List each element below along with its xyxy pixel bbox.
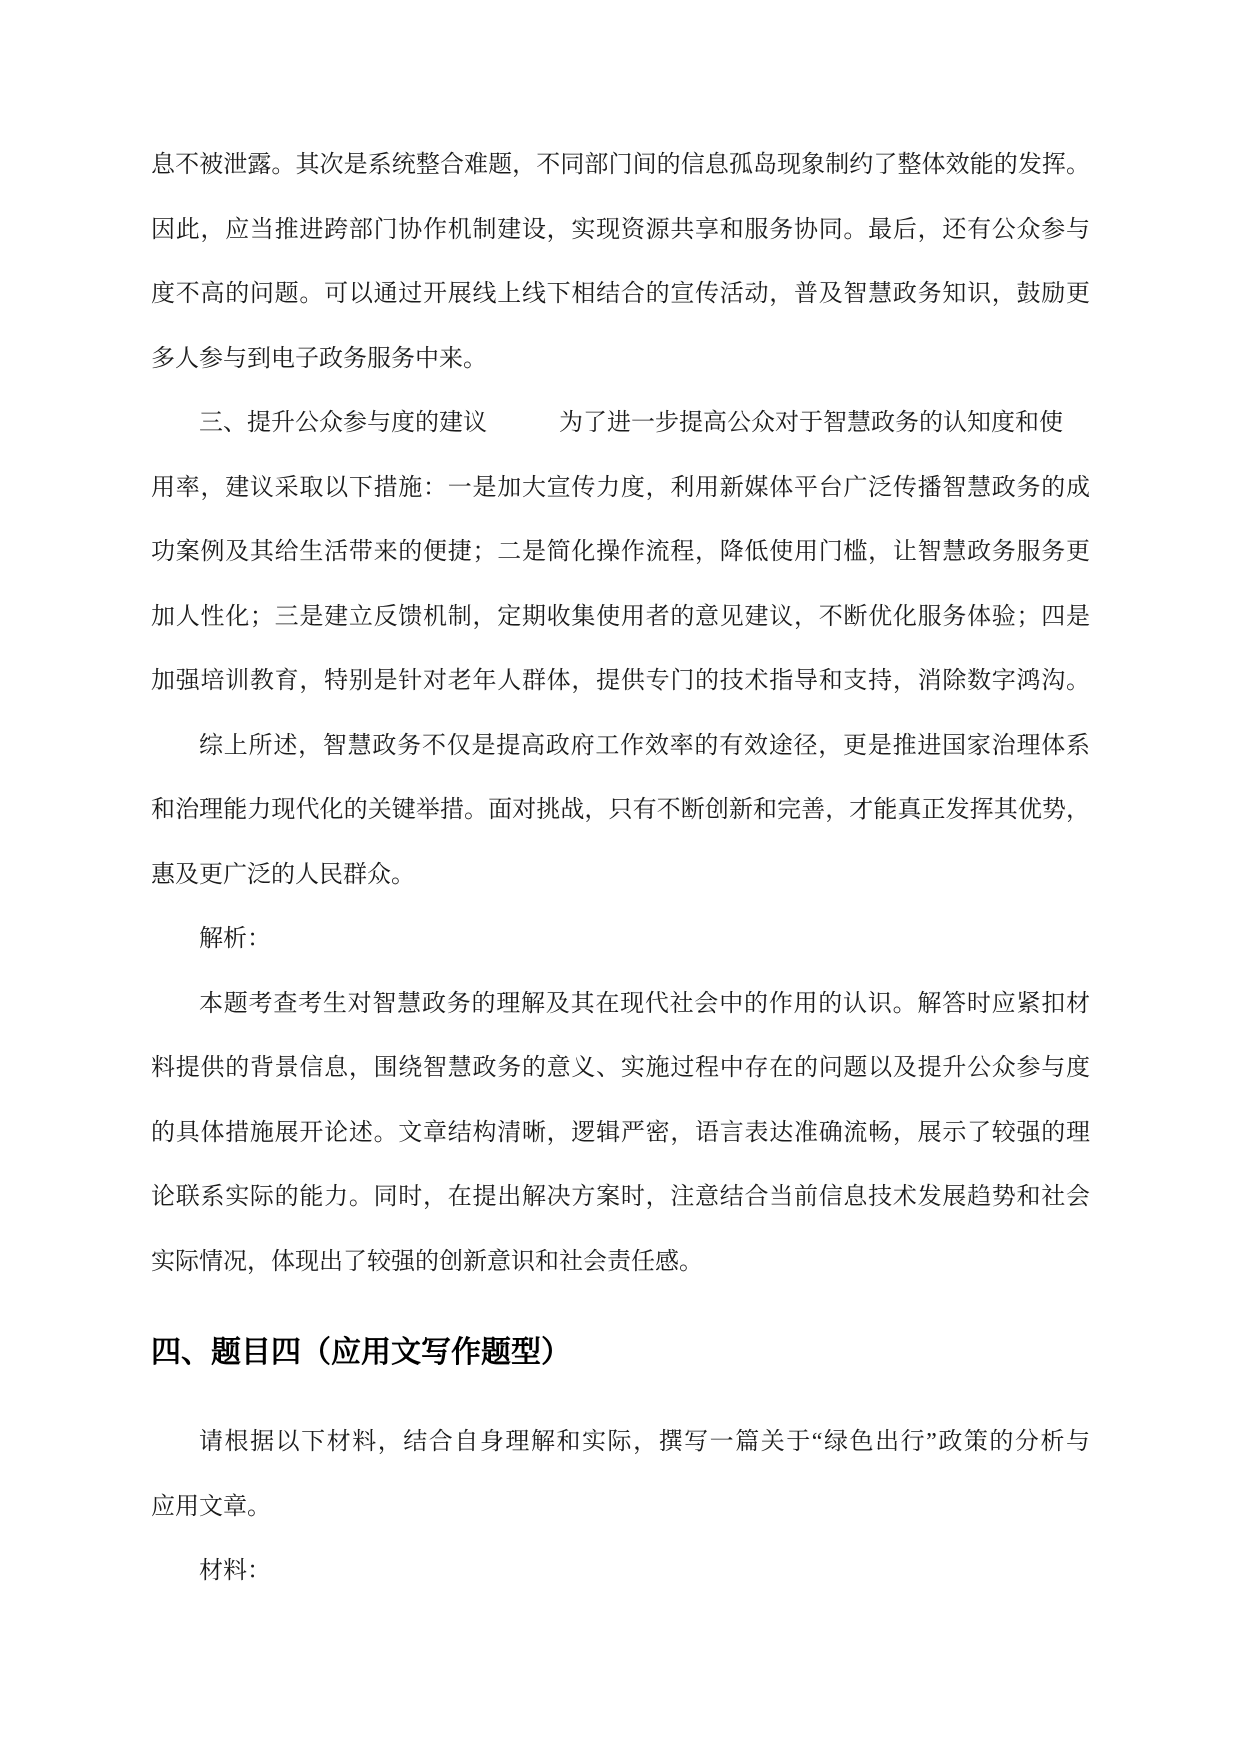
paragraph-question-four-prompt bbox=[151, 1410, 1090, 1539]
text-line: 度不高的问题。可以通过开展线上线下相结合的宣传活动，普及智慧政务知识，鼓励更 bbox=[151, 281, 1090, 307]
text-line: 息不被泄露。其次是系统整合难题，不同部门间的信息孤岛现象制约了整体效能的发挥。 bbox=[151, 152, 1090, 178]
text-line: 多人参与到电子政务服务中来。 bbox=[151, 345, 487, 372]
text-line: 论联系实际的能力。同时，在提出解决方案时，注意结合当前信息技术发展趋势和社会 bbox=[151, 1184, 1090, 1210]
text-line: 和治理能力现代化的关键举措。面对挑战，只有不断创新和完善，才能真正发挥其优势， bbox=[151, 797, 1090, 823]
material-label: 材料： bbox=[199, 1558, 271, 1584]
text-line: 惠及更广泛的人民群众。 bbox=[151, 861, 415, 888]
text-line: 加强培训教育，特别是针对老年人群体，提供专门的技术指导和支持，消除数字鸿沟。 bbox=[151, 668, 1090, 694]
paragraph-analysis-body bbox=[151, 972, 1090, 1295]
text-line: 因此，应当推进跨部门协作机制建设，实现资源共享和服务协同。最后，还有公众参与 bbox=[151, 216, 1090, 243]
text-line: 功案例及其给生活带来的便捷；二是简化操作流程，降低使用门槛，让智慧政务服务更 bbox=[151, 539, 1090, 565]
material-section bbox=[151, 1539, 1090, 1604]
analysis-section bbox=[151, 907, 1090, 972]
analysis-label: 解析： bbox=[199, 926, 271, 952]
paragraph-conclusion bbox=[151, 714, 1090, 908]
text-line: 本题考查考生对智慧政务的理解及其在现代社会中的作用的认识。解答时应紧扣材 bbox=[199, 990, 1090, 1017]
paragraph-challenges-continuation bbox=[151, 133, 1090, 391]
text-line: 实际情况，体现出了较强的创新意识和社会责任感。 bbox=[151, 1248, 703, 1275]
text-line: 三、提升公众参与度的建议 为了进一步提高公众对于智慧政务的认知度和使 bbox=[199, 410, 1063, 436]
text-line: 应用文章。 bbox=[151, 1493, 271, 1520]
text-line: 用率，建议采取以下措施：一是加大宣传力度，利用新媒体平台广泛传播智慧政务的成 bbox=[151, 474, 1090, 501]
text-line: 综上所述，智慧政务不仅是提高政府工作效率的有效途径，更是推进国家治理体系 bbox=[199, 732, 1090, 759]
text-line: 请根据以下材料，结合自身理解和实际，撰写一篇关于“绿色出行”政策的分析与 bbox=[199, 1429, 1090, 1455]
paragraph-public-participation-suggestions bbox=[151, 391, 1090, 714]
text-column bbox=[151, 133, 1090, 1604]
section-heading-question-four: 四、题目四（应用文写作题型） bbox=[151, 1336, 571, 1369]
text-line: 料提供的背景信息，围绕智慧政务的意义、实施过程中存在的问题以及提升公众参与度 bbox=[151, 1055, 1090, 1081]
text-line: 加人性化；三是建立反馈机制，定期收集使用者的意见建议，不断优化服务体验；四是 bbox=[151, 603, 1090, 630]
text-line: 的具体措施展开论述。文章结构清晰，逻辑严密，语言表达准确流畅，展示了较强的理 bbox=[151, 1119, 1090, 1146]
